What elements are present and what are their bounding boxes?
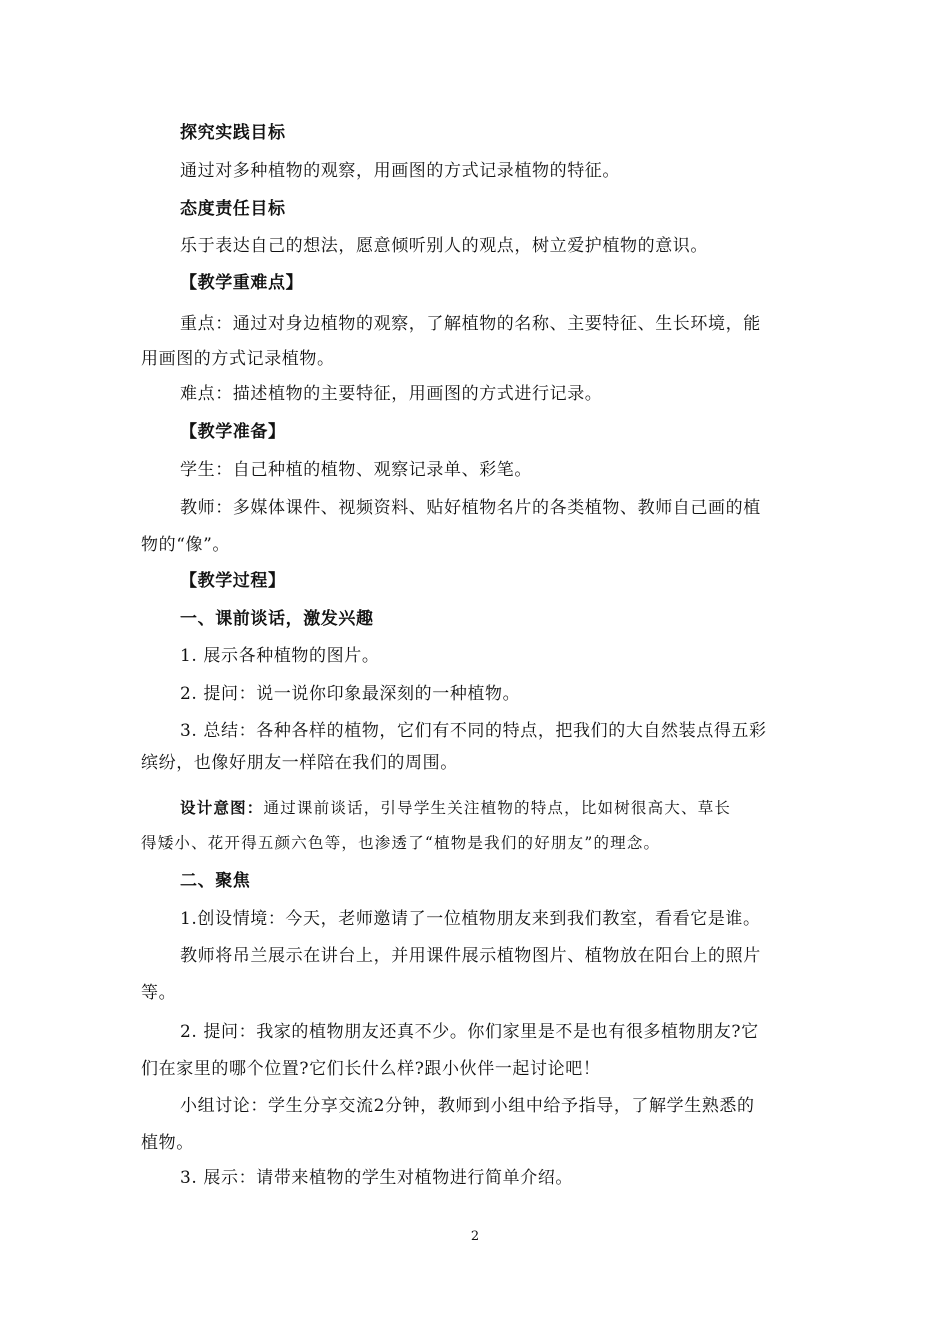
line-28: 植物。: [141, 1133, 194, 1153]
line-27: 小组讨论：学生分享交流2分钟，教师到小组中给予指导，了解学生熟悉的: [180, 1096, 755, 1116]
page-number: 2: [470, 1229, 480, 1244]
line-8: 【教学准备】: [180, 422, 286, 442]
design-intent-label: 设计意图：: [180, 799, 264, 817]
line-0: 探究实践目标: [180, 123, 286, 143]
line-20: 得矮小、花开得五颜六色等，也渗透了“植物是我们的好朋友”的理念。: [141, 834, 661, 852]
line-11: 物的“像”。: [141, 535, 230, 555]
line-15: 2. 提问：说一说你印象最深刻的一种植物。: [180, 684, 521, 704]
line-3: 乐于表达自己的想法，愿意倾听别人的观点，树立爱护植物的意识。: [180, 236, 708, 256]
design-intent-text: 通过课前谈话，引导学生关注植物的特点，比如树很高大、草长: [263, 799, 732, 817]
design-intent-line-1: [180, 796, 811, 820]
line-29: 3. 展示：请带来植物的学生对植物进行简单介绍。: [180, 1168, 574, 1188]
line-17: 缤纷，也像好朋友一样陪在我们的周围。: [141, 753, 458, 773]
line-26: 们在家里的哪个位置?它们长什么样?跟小伙伴一起讨论吧！: [141, 1059, 601, 1079]
line-9: 学生：自己种植的植物、观察记录单、彩笔。: [180, 460, 532, 480]
line-7: 难点：描述植物的主要特征，用画图的方式进行记录。: [180, 384, 603, 404]
line-4: 【教学重难点】: [180, 273, 304, 293]
line-14: 1. 展示各种植物的图片。: [180, 646, 380, 666]
line-21: 二、聚焦: [180, 871, 251, 891]
line-22: 1.创设情境：今天，老师邀请了一位植物朋友来到我们教室，看看它是谁。: [180, 909, 761, 929]
line-13: 一、课前谈话，激发兴趣: [180, 609, 374, 629]
line-2: 态度责任目标: [180, 199, 286, 219]
line-23: 教师将吊兰展示在讲台上，并用课件展示植物图片、植物放在阳台上的照片: [180, 946, 761, 966]
line-10: 教师：多媒体课件、视频资料、贴好植物名片的各类植物、教师自己画的植: [180, 498, 761, 518]
line-16: 3. 总结：各种各样的植物，它们有不同的特点，把我们的大自然装点得五彩: [180, 721, 767, 741]
line-25: 2. 提问：我家的植物朋友还真不少。你们家里是不是也有很多植物朋友?它: [180, 1022, 759, 1042]
line-6: 用画图的方式记录植物。: [141, 349, 335, 369]
line-12: 【教学过程】: [180, 571, 286, 591]
line-1: 通过对多种植物的观察，用画图的方式记录植物的特征。: [180, 161, 620, 181]
line-5: 重点：通过对身边植物的观察，了解植物的名称、主要特征、生长环境，能: [180, 314, 761, 334]
line-24: 等。: [141, 983, 177, 1003]
